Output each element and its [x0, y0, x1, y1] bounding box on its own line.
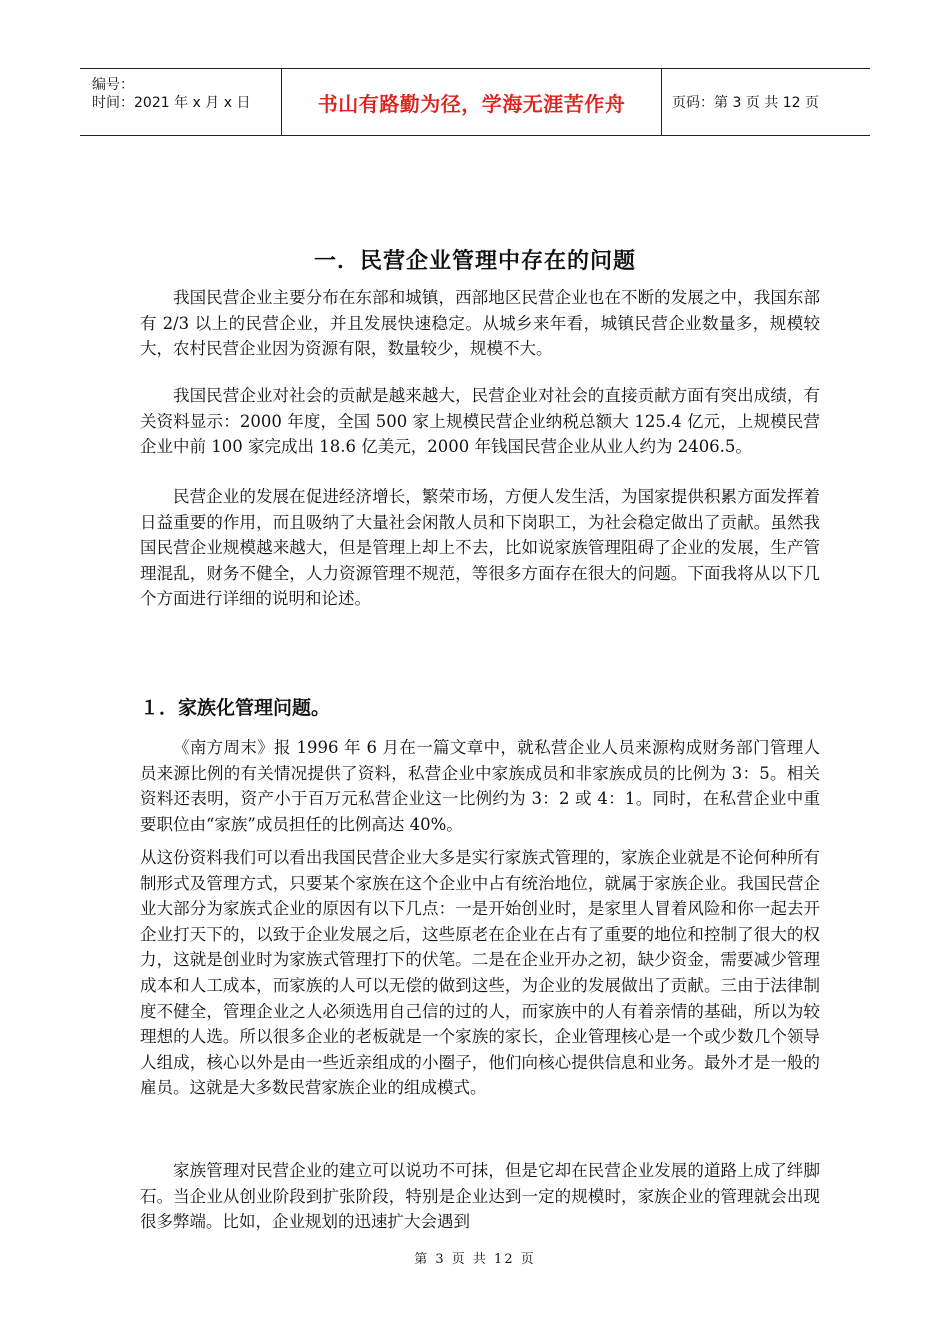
header-motto-cell	[282, 69, 662, 135]
subsection-heading: １．家族化管理问题。	[140, 697, 331, 719]
body-paragraph: 民营企业的发展在促进经济增长，繁荣市场，方便人发生活，为国家提供积累方面发挥着日益重要的作用，而且吸纳了大量社会闲散人员和下岗职工，为社会稳定做出了贡献。虽然我国民营企业规模越来越大，但是管理上却上不去，比如说家族管理阻碍了企业的发展，生产管理混乱，财务不健全，人力资源管理不规范，等很多方面存在很大的问题。下面我将从以下几个方面进行详细的说明和论述。	[140, 487, 820, 609]
header-page-cell	[662, 69, 870, 135]
document-code-label: 编号：	[92, 77, 134, 93]
body-paragraph: 我国民营企业对社会的贡献是越来越大，民营企业对社会的直接贡献方面有突出成绩，有关资料显示：2000 年度，全国 500 家上规模民营企业纳税总额大 125.4 亿元，上规模民营企业中前 100 家完成出 18.6 亿美元，2000 年钱国民营企业从业人约为 2406.5。	[140, 386, 820, 457]
section-title: 一．民营企业管理中存在的问题	[313, 249, 636, 274]
body-paragraph: 我国民营企业主要分布在东部和城镇，西部地区民营企业也在不断的发展之中，我国东部有 2/3 以上的民营企业，并且发展快速稳定。从城乡来年看，城镇民营企业数量多，规模较大，农村民营企业因为资源有限，数量较少，规模不大。	[140, 288, 820, 359]
header-meta-cell	[80, 69, 282, 135]
document-time-label: 时间：2021 年 x 月 x 日	[92, 95, 251, 111]
page-footer: 第 3 页 共 12 页	[414, 1252, 536, 1267]
body-paragraph: 从这份资料我们可以看出我国民营企业大多是实行家族式管理的，家族企业就是不论何种所有制形式及管理方式，只要某个家族在这个企业中占有统治地位，就属于家族企业。我国民营企业大部分为家族式企业的原因有以下几点：一是开始创业时，是家里人冒着风险和你一起去开企业打天下的，以致于企业发展之后，这些原老在企业在占有了重要的地位和控制了很大的权力，这就是创业时为家族式管理打下的伏笔。二是在企业开办之初，缺少资金，需要减少管理成本和人工成本，而家族的人可以无偿的做到这些，为企业的发展做出了贡献。三由于法律制度不健全，管理企业之人必须选用自己信的过的人，而家族中的人有着亲情的基础，所以为较理想的人选。所以很多企业的老板就是一个家族的家长，企业管理核心是一个或少数几个领导人组成，核心以外是由一些近亲组成的小圈子，他们向核心提供信息和业务。最外才是一般的雇员。这就是大多数民营家族企业的组成模式。	[140, 848, 820, 1098]
header-motto: 书山有路勤为径，学海无涯苦作舟	[317, 91, 626, 116]
header-page-label: 页码：第 3 页 共 12 页	[672, 95, 819, 111]
page-header	[80, 68, 870, 136]
body-paragraph: 家族管理对民营企业的建立可以说功不可抹，但是它却在民营企业发展的道路上成了绊脚石。当企业从创业阶段到扩张阶段，特别是企业达到一定的规模时，家族企业的管理就会出现很多弊端。比如，企业规划的迅速扩大会遇到	[140, 1161, 820, 1232]
body-paragraph: 《南方周末》报 1996 年 6 月在一篇文章中，就私营企业人员来源构成财务部门管理人员来源比例的有关情况提供了资料，私营企业中家族成员和非家族成员的比例为 3：5。相关资料还表明，资产小于百万元私营企业这一比例约为 3：2 或 4：1。同时，在私营企业中重要职位由“家族”成员担任的比例高达 40%。	[140, 738, 820, 834]
